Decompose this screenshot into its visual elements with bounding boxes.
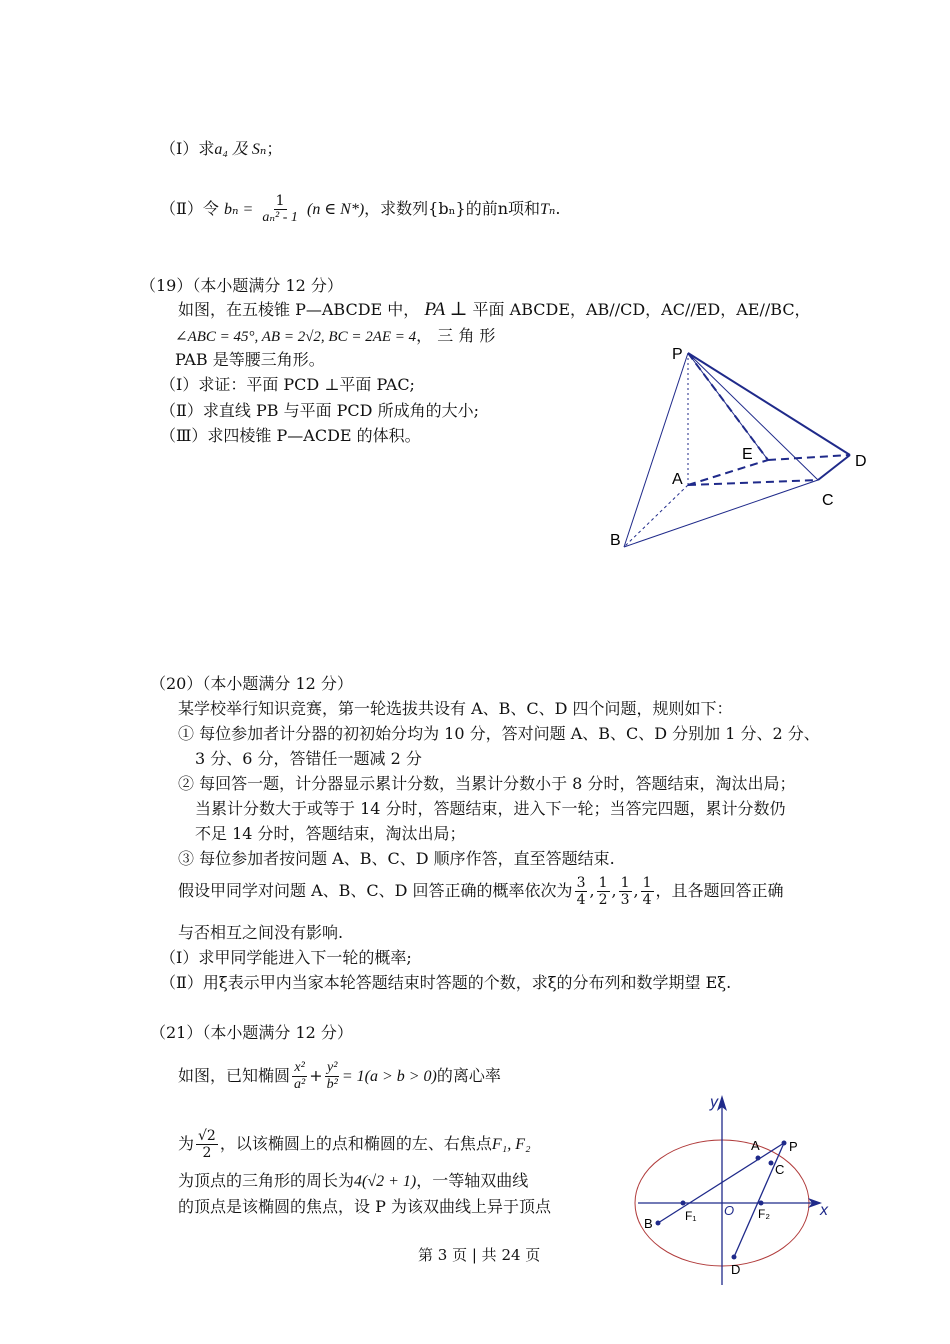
label-O: O	[724, 1203, 735, 1218]
q21-line2-rest: ，以该椭圆上的点和椭圆的左、右焦点	[219, 1134, 492, 1153]
q20-prob-line2: 与否相互之间没有影响.	[178, 923, 344, 942]
q19-line1	[178, 299, 811, 321]
q19-line3: PAB 是等腰三角形。	[175, 350, 325, 369]
label-P: P	[672, 346, 683, 363]
q20-frac-3-num: 1	[620, 875, 630, 891]
edge-BC	[624, 480, 818, 547]
label-C2: C	[775, 1162, 785, 1177]
q21-frac-y	[325, 1060, 340, 1093]
q20-rule2c: 不足 14 分时，答题结束，淘汰出局；	[195, 824, 466, 843]
q19-header: （19）（本小题满分 12 分）	[140, 276, 343, 295]
q20-frac-2-num: 1	[598, 875, 608, 891]
label-D2: D	[731, 1262, 741, 1277]
point-F2	[759, 1201, 764, 1206]
q18-part1-end: ；	[266, 139, 283, 158]
q21-line1-end: 的离心率	[436, 1066, 501, 1085]
q20-intro: 某学校举行知识竞赛，第一轮选拔共设有 A、B、C、D 四个问题，规则如下：	[178, 699, 733, 718]
q20-frac-4-num: 1	[642, 875, 652, 891]
q18-part1-math: a₄ 及 Sₙ	[214, 141, 267, 158]
q20-prob-text: 假设甲同学对问题 A、B、C、D 回答正确的概率依次为	[178, 881, 573, 900]
q20-part2: （Ⅱ）用ξ表示甲内当家本轮答题结束时答题的个数，求ξ的分布列和数学期望 Eξ.	[160, 973, 732, 992]
q21-frac-e	[196, 1128, 218, 1161]
q19-line1-rest: 平面 ABCDE，AB//CD，AC//ED，AE//BC，	[472, 300, 811, 319]
label-D: D	[855, 453, 867, 470]
label-y: y	[710, 1094, 718, 1111]
q18-fraction	[260, 193, 300, 226]
q20-frac-2-den: 2	[598, 892, 608, 908]
q20-frac-1-num: 3	[576, 875, 586, 891]
q19-part2: （Ⅱ）求直线 PB 与平面 PCD 所成角的大小;	[160, 401, 479, 420]
q18-part2-text: ，求数列{bₙ}的前n项和	[364, 199, 541, 218]
q21-frac-x	[292, 1060, 307, 1093]
q21-frac-x-den: a²	[294, 1077, 306, 1092]
q20-frac-4-den: 4	[642, 892, 652, 908]
point-P	[782, 1141, 787, 1146]
q20-header: （20）（本小题满分 12 分）	[150, 674, 353, 693]
q21-line2-f: F₁, F₂	[491, 1136, 531, 1153]
q20-rule1a: ① 每位参加者计分器的初初始分均为 10 分，答对问题 A、B、C、D 分别加 1 分、2 分、	[178, 724, 820, 743]
edge-CD	[818, 455, 850, 480]
ellipse-figure	[630, 1085, 840, 1290]
q20-frac-4	[641, 875, 654, 908]
q18-cond: (n ∈ N*)	[307, 201, 365, 218]
q20-rule3: ③ 每位参加者按问题 A、B、C、D 顺序作答，直至答题结束.	[178, 849, 615, 868]
edge-AB	[624, 485, 688, 547]
edge-PB	[624, 353, 688, 547]
q18-tn: Tₙ	[540, 201, 556, 218]
q20-rule2b: 当累计分数大于或等于 14 分时，答题结束，进入下一轮；当答完四题，累计分数仍	[195, 799, 786, 818]
label-E: E	[742, 446, 753, 463]
q21-line2-pre: 为	[178, 1134, 195, 1153]
q19-line2-math: ∠ABC = 45°, AB = 2√2, BC = 2AE = 4	[175, 329, 417, 345]
q18-part1	[160, 138, 282, 161]
q20-rule2a: ② 每回答一题，计分器显示累计分数，当累计分数小于 8 分时，答题结束，淘汰出局；	[178, 774, 796, 793]
edge-AC	[688, 480, 818, 485]
q20-frac-1	[575, 875, 588, 908]
q18-frac-num: 1	[275, 193, 285, 209]
point-D	[732, 1255, 737, 1260]
q20-frac-2	[597, 875, 610, 908]
label-x: x	[820, 1202, 828, 1219]
q20-rule1b: 3 分、6 分，答错任一题减 2 分	[195, 749, 422, 768]
page-footer: 第 3 页 | 共 24 页	[418, 1246, 541, 1264]
q18-part2-label: （Ⅱ）令	[160, 199, 219, 218]
label-F1: F₁	[685, 1209, 697, 1223]
q19-part1: （Ⅰ）求证：平面 PCD ⊥平面 PAC;	[160, 375, 415, 394]
label-A2: A	[751, 1138, 760, 1153]
label-B2: B	[644, 1216, 653, 1231]
q19-line2-rest: ， 三 角 形	[416, 326, 496, 345]
q19-line2	[175, 325, 495, 348]
point-F1	[681, 1201, 686, 1206]
q18-part1-label: （Ⅰ）求	[160, 139, 215, 158]
q21-line3	[178, 1170, 528, 1193]
label-C: C	[822, 492, 834, 509]
label-A: A	[672, 471, 683, 488]
q21-frac-y-den: b²	[326, 1077, 338, 1092]
edge-ED	[768, 455, 850, 460]
q21-line3-text: 为顶点的三角形的周长为	[178, 1171, 355, 1190]
edge-PD	[688, 353, 850, 455]
q18-bn: bₙ =	[223, 201, 254, 218]
label-F2: F₂	[758, 1207, 770, 1221]
q21-frac-e-den: 2	[202, 1145, 212, 1161]
q20-part1: （Ⅰ）求甲同学能进入下一轮的概率;	[160, 948, 412, 967]
q18-part2-end: .	[555, 199, 561, 218]
q21-line4: 的顶点是该椭圆的焦点，设 P 为该双曲线上异于顶点	[178, 1197, 551, 1216]
q21-line1-text: 如图，已知椭圆	[178, 1066, 291, 1085]
q21-frac-x-num: x²	[294, 1060, 305, 1075]
q21-header: （21）（本小题满分 12 分）	[150, 1023, 353, 1042]
q19-part3: （Ⅲ）求四棱锥 P—ACDE 的体积。	[160, 426, 421, 445]
q20-frac-3	[619, 875, 632, 908]
q19-line1-math: PA ⊥	[424, 299, 468, 320]
q21-line1: 如图，已知椭圆 $\frac{\text{x²}}{\text{a²}}$ + $\frac{\text{y²}}{\text{b²}}$ = 1(a > b > 0)的离心率	[178, 1060, 501, 1092]
pyramid-figure	[600, 335, 890, 565]
label-B: B	[610, 532, 621, 549]
q21-frac-y-num: y²	[327, 1060, 338, 1075]
q18-frac-den: aₙ² - 1	[262, 210, 298, 225]
q20-prob-rest: ，且各题回答正确	[655, 881, 784, 900]
point-C	[769, 1161, 774, 1166]
q21-line3-math: 4(√2 + 1)	[354, 1173, 417, 1190]
q20-frac-3-den: 3	[620, 892, 630, 908]
q21-line3-rest: ，一等轴双曲线	[416, 1171, 529, 1190]
q21-line2	[178, 1128, 531, 1161]
edge-PC	[688, 353, 818, 480]
q19-line1-text: 如图，在五棱锥 P—ABCDE 中，	[178, 300, 420, 319]
edge-AE	[688, 460, 768, 485]
label-P2: P	[789, 1139, 798, 1154]
q21-ell-eq: = 1(a > b > 0)	[341, 1068, 437, 1085]
point-A	[756, 1156, 761, 1161]
q21-frac-e-num: √2	[198, 1128, 216, 1144]
q20-frac-1-den: 4	[576, 892, 586, 908]
q18-part2	[160, 193, 561, 226]
q20-prob-line: 假设甲同学对问题 A、B、C、D 回答正确的概率依次为 $\frac{3}{4}$ , $\frac{1}{2}$ , $\frac{1}{3}$ , $\frac{1}{4}$ ，且各题回答正确	[178, 875, 784, 908]
point-B	[656, 1221, 661, 1226]
